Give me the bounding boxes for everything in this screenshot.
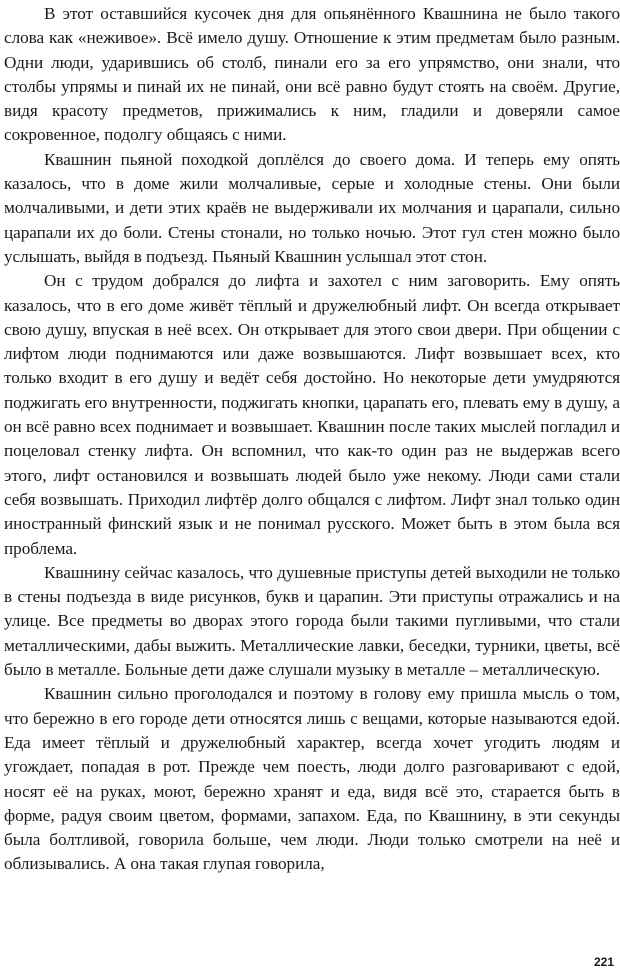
- paragraph-1: В этот оставшийся кусочек дня для опьянённого Квашнина не было такого слова как «неживое». Всё имело душу. Отношение к этим предметам было разным. Одни люди, ударившись об столб, пинали его за его упрямство, они знали, что столбы упрямы и пинай их не пинай, они всё равно будут стоять на своём. Другие, видя красоту предметов, прижимались к ним, гладили и доверяли самое сокровенное, подолгу общаясь с ними.: [4, 4, 620, 145]
- page-number: 221: [593, 955, 614, 969]
- paragraph-2: Квашнин пьяной походкой доплёлся до своего дома. И теперь ему опять казалось, что в доме жили молчаливые, серые и холодные стены. Они были молчаливыми, и дети этих краёв не выдерживали их молчания и царапали, сильно царапали их до боли. Стены стонали, но только ночью. Этот гул стен можно было услышать, выйдя в подъезд. Пьяный Квашнин услышал этот стон.: [4, 149, 620, 266]
- paragraph-5: Квашнин сильно проголодался и поэтому в голову ему пришла мысль о том, что бережно в его городе дети относятся лишь с вещами, которые называются едой. Еда имеет тёплый и дружелюбный характер, всегда хочет угодить людям и угождает, попадая в рот. Прежде чем поесть, люди долго разговаривают с едой, носят её на руках, моют, бережно хранят и еда, видя всё это, старается быть в форме, радуя своим цветом, формами, запахом. Еда, по Квашнину, в эти секунды была болтливой, говорила больше, чем люди. Люди только смотрели на неё и облизывались. А она такая глупая говорила,: [4, 684, 620, 874]
- body-text: [4, 2, 620, 877]
- paragraph-3: Он с трудом добрался до лифта и захотел с ним заговорить. Ему опять казалось, что в его доме живёт тёплый и дружелюбный лифт. Он всегда открывает свою душу, впуская в неё всех. Он открывает для этого свои двери. При общении с лифтом люди поднимаются или даже возвышаются. Лифт возвышает всех, кто только входит в его душу и ведёт себя достойно. Но некоторые дети умудряются поджигать его внутренности, поджигать кнопки, царапать его, плевать ему в душу, а он всё равно всех поднимает и возвышает. Квашнин после таких мыслей погладил и поцеловал стенку лифта. Он вспомнил, что как-то один раз не выдержав всего этого, лифт остановился и возвышать людей было уже некому. Люди сами стали себя возвышать. Приходил лифтёр долго общался с лифтом. Лифт знал только один иностранный финский язык и не понимал русского. Может быть в этом была вся проблема.: [4, 271, 620, 558]
- paragraph-4: Квашнину сейчас казалось, что душевные приступы детей выходили не только в стены подъезда в виде рисунков, букв и царапин. Эти приступы отражались и на улице. Все предметы во дворах этого города были такими пугливыми, что стали металлическими, дабы выжить. Металлические лавки, беседки, турники, цветы, всё было в металле. Больные дети даже слушали музыку в металле – металлическую.: [4, 562, 620, 680]
